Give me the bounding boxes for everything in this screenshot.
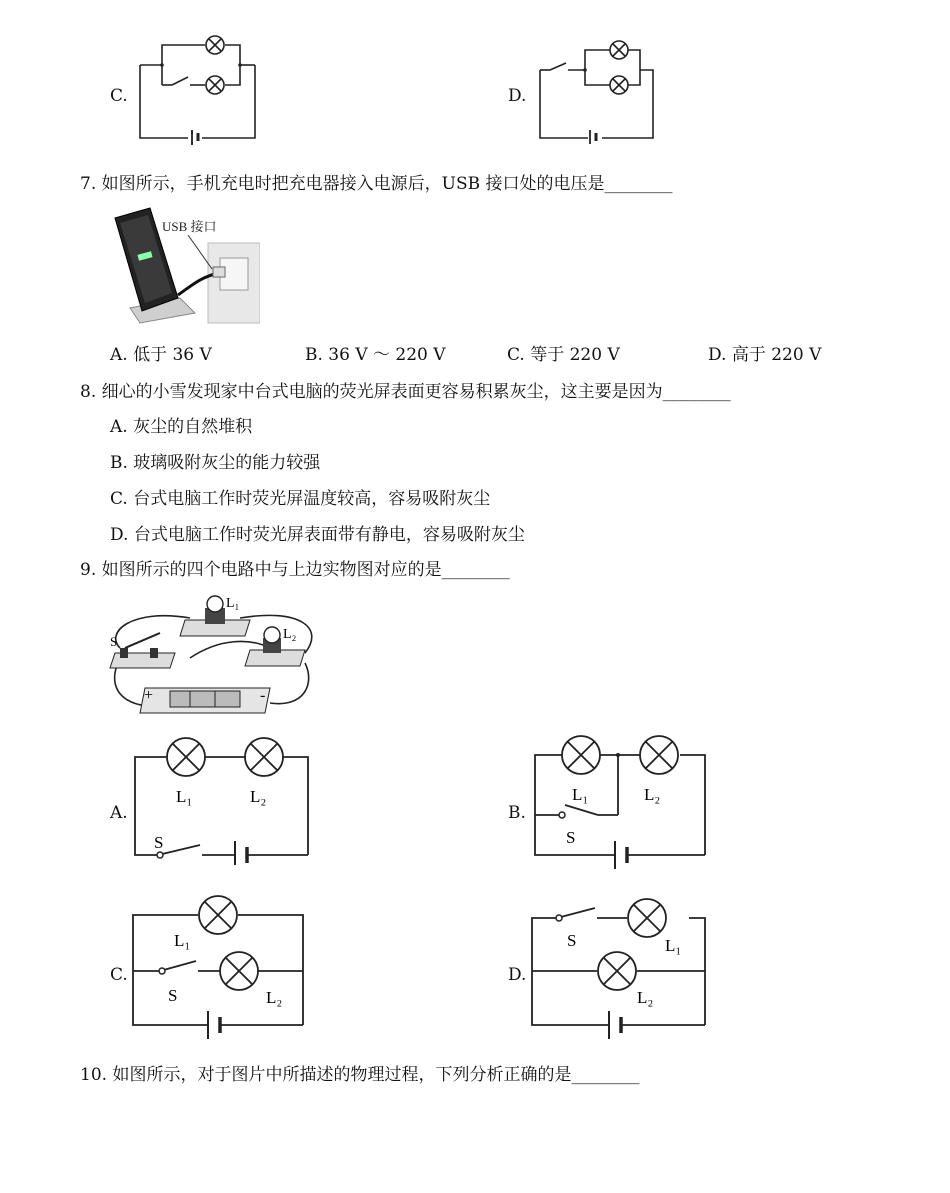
q9-option-b[interactable]: B. (508, 803, 526, 823)
option-c-label[interactable]: C. (110, 86, 128, 106)
circuit-a-s-label: S (154, 833, 164, 852)
question-8-text: 8. 细心的小雪发现家中台式电脑的荧光屏表面更容易积累灰尘，这主要是因为________ (80, 382, 731, 402)
q7-option-d[interactable]: D. 高于 220 V (708, 345, 822, 365)
circuit-diagram-d (527, 893, 717, 1043)
circuit-diagram-top-c (130, 30, 270, 145)
circuit-a-l1-label: L₁ (176, 787, 193, 806)
circuit-b-s-label: S (566, 828, 576, 847)
circuit-c-s-label: S (168, 986, 178, 1005)
q9-option-d[interactable]: D. (508, 965, 527, 985)
phone-charger-photo (100, 203, 260, 328)
physical-circuit-photo (100, 588, 320, 723)
photo-s-label: S (110, 634, 118, 649)
q9-option-c[interactable]: C. (110, 965, 128, 985)
circuit-b-l1-label: L₁ (572, 785, 589, 804)
q7-option-b[interactable]: B. 36 V ～ 220 V (305, 345, 446, 365)
circuit-diagram-a (130, 735, 320, 865)
circuit-c-l2-label: L₂ (266, 988, 283, 1007)
usb-port-label: USB 接口 (162, 219, 217, 234)
circuit-c-l1-label: L₁ (174, 931, 191, 950)
question-10-text: 10. 如图所示，对于图片中所描述的物理过程，下列分析正确的是________ (80, 1065, 640, 1085)
q8-option-d[interactable]: D. 台式电脑工作时荧光屏表面带有静电，容易吸附灰尘 (110, 525, 525, 545)
photo-minus-label: - (260, 687, 266, 704)
circuit-d-l1-label: L₁ (665, 936, 682, 955)
q7-option-a[interactable]: A. 低于 36 V (110, 345, 212, 365)
circuit-diagram-b (530, 730, 720, 880)
circuit-diagram-top-d (530, 35, 665, 145)
q8-option-a[interactable]: A. 灰尘的自然堆积 (110, 417, 253, 437)
circuit-d-l2-label: L₂ (637, 988, 654, 1007)
circuit-a-l2-label: L₂ (250, 787, 267, 806)
circuit-b-l2-label: L₂ (644, 785, 661, 804)
circuit-diagram-c (128, 893, 318, 1043)
photo-l1-label: L₁ (226, 596, 240, 611)
circuit-d-s-label: S (567, 931, 577, 950)
photo-l2-label: L₂ (283, 627, 297, 642)
question-7-text: 7. 如图所示，手机充电时把充电器接入电源后，USB 接口处的电压是________ (80, 174, 673, 194)
q9-option-a[interactable]: A. (110, 803, 128, 823)
option-d-label[interactable]: D. (508, 86, 527, 106)
q8-option-c[interactable]: C. 台式电脑工作时荧光屏温度较高，容易吸附灰尘 (110, 489, 491, 509)
q7-option-c[interactable]: C. 等于 220 V (507, 345, 620, 365)
question-9-text: 9. 如图所示的四个电路中与上边实物图对应的是________ (80, 560, 510, 580)
q8-option-b[interactable]: B. 玻璃吸附灰尘的能力较强 (110, 453, 321, 473)
photo-plus-label: + (144, 687, 154, 704)
